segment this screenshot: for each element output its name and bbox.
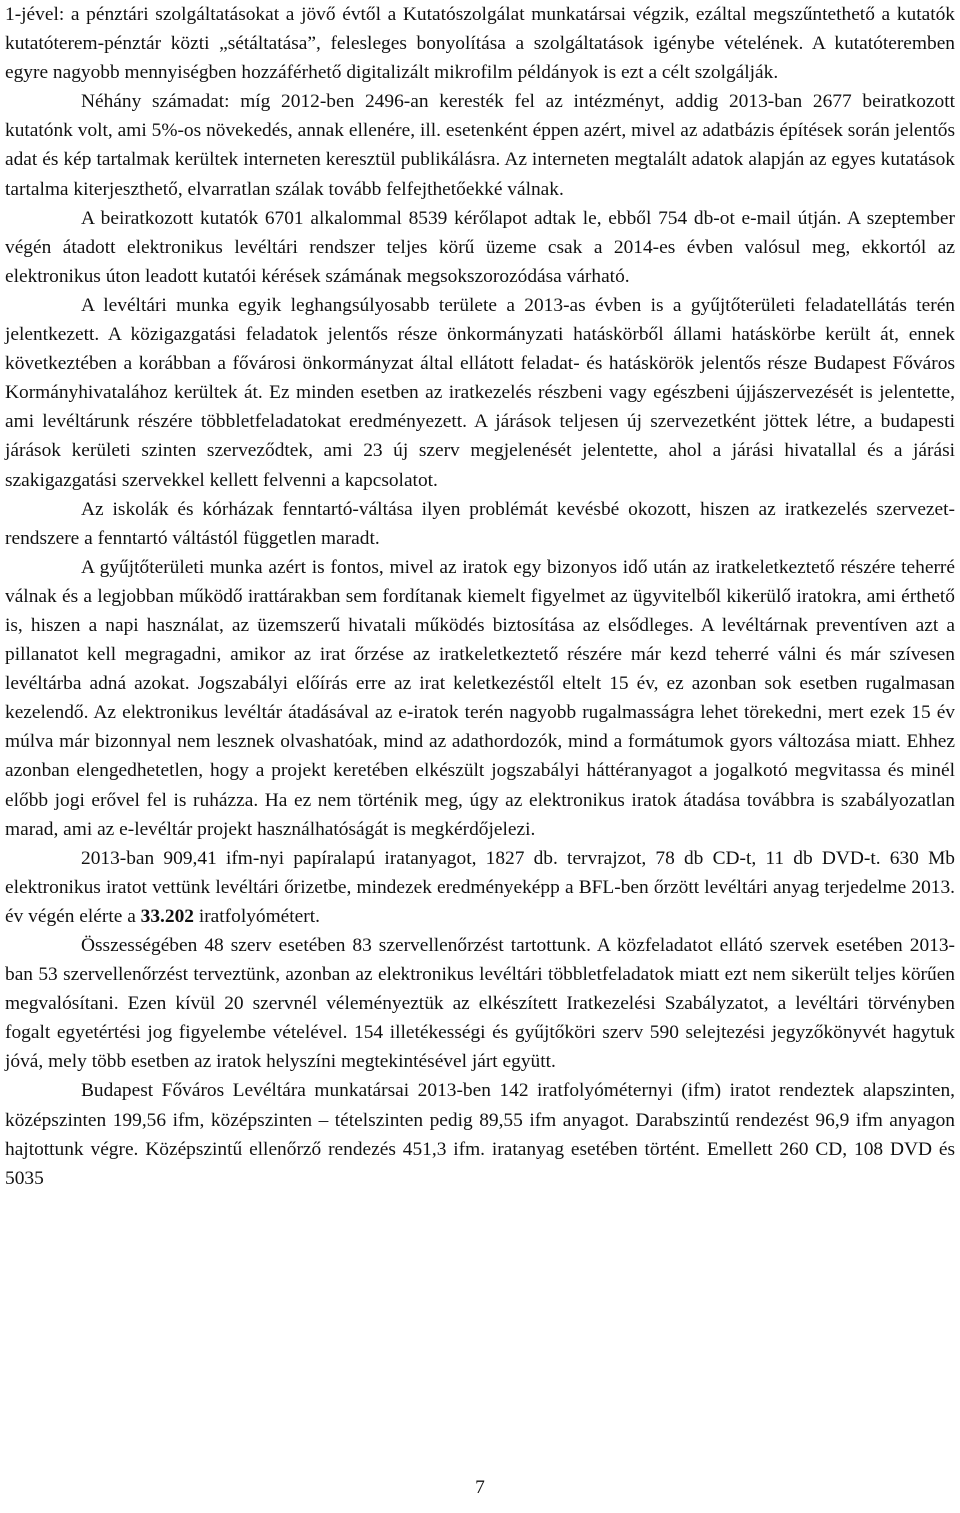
- holdings-total: 33.202: [140, 905, 194, 927]
- holdings-text-before: 2013-ban 909,41 ifm-nyi papíralapú iratanyagot, 1827 db. tervrajzot, 78 db CD-t, 11 db DVD-t. 630 Mb elektronikus iratot vettünk levéltári őrizetbe, mindezek eredményeképp a BFL-ben őrzött levéltári anyag terjedelme 2013. év végén elérte a: [5, 847, 955, 927]
- document-body: [5, 0, 955, 1193]
- paragraph-schools-hospitals: Az iskolák és kórházak fenntartó-váltása ilyen problémát kevésbé okozott, hiszen az iratkezelés szervezet-rendszere a fenntartó váltástól független maradt.: [5, 498, 955, 549]
- paragraph-collection-area: A levéltári munka egyik leghangsúlyosabb területe a 2013-as évben is a gyűjtőterületi feladatellátás terén jelentkezett. A közigazgatási feladatok jelentős része önkormányzati hatáskörből állami hatáskörbe került át, ennek következtében a korábban a fővárosi önkormányzat által ellátott feladat- és hatáskörök jelentős része Budapest Főváros Kormányhivatalához kerültek át. Ez minden esetben az iratkezelés részbeni vagy egészbeni újjászervezését is jelentette, ami levéltárunk részére többletfeladatokat eredményezett. A járások teljesen új szervezetként jöttek létre, a budapesti járások kerületi szinten szerveződtek, ami 23 új szerv megjelenését jelentette, ahol a járási hivatallal és a járási szakigazgatási szervekkel kellett felvenni a kapcsolatot.: [5, 294, 955, 491]
- paragraph-request-forms: A beiratkozott kutatók 6701 alkalommal 8539 kérőlapot adtak le, ebből 754 db-ot e-mail útján. A szeptember végén átadott elektronikus levéltári rendszer teljes körű üzeme csak a 2014-es évben valósul meg, ekkortól az elektronikus úton leadott kutatói kérések számának megsokszorozódása várható.: [5, 207, 955, 287]
- paragraph-holdings: [5, 844, 955, 931]
- paragraph-researcher-statistics: Néhány számadat: míg 2012-ben 2496-an keresték fel az intézményt, addig 2013-ban 2677 beiratkozott kutatónk volt, ami 5%-os növekedés, annak ellenére, ill. esetenként éppen azért, mivel az adatbázis építések során jelentős adat és kép tartalmak kerültek interneten keresztül publikálásra. Az interneten megtalált adatok alapján az egyes kutatások tartalma kiterjeszthető, elvarratlan szálak tovább felfejthetőekké válnak.: [5, 91, 955, 200]
- page-number: 7: [475, 1477, 485, 1498]
- paragraph-arrangement: Budapest Főváros Levéltára munkatársai 2013-ben 142 iratfolyóméternyi (ifm) iratot rendeztek alapszinten, középszinten 199,56 ifm, középszinten – tételszinten pedig 89,55 ifm anyagot. Darabszintű rendezést 96,9 ifm anyagon hajtottunk végre. Középszintű ellenőrző rendezés 451,3 ifm. iratanyag esetében történt. Emellett 260 CD, 108 DVD és 5035: [5, 1080, 955, 1189]
- holdings-text-after: iratfolyómétert.: [193, 905, 320, 927]
- paragraph-research-services: 1-jével: a pénztári szolgáltatásokat a jövő évtől a Kutatószolgálat munkatársai végzik, ezáltal megszűntethető a kutatók kutatóterem-pénztár közti „sétáltatása”, felesleges bonyolítása a szolgáltatások igénybe vételének. A kutatóteremben egyre nagyobb mennyiségben hozzáférhető digitalizált mikrofilm példányok is ezt a célt szolgálják.: [5, 4, 955, 84]
- paragraph-inspections: Összességében 48 szerv esetében 83 szervellenőrzést tartottunk. A közfeladatot ellátó szervek esetében 2013-ban 53 szervellenőrzést terveztünk, azonban az elektronikus levéltári többletfeladatok miatt ezt nem sikerült teljes körűen megvalósítani. Ezen kívül 20 szervnél véleményeztük az elkészített Iratkezelési Szabályzatot, a levéltári törvényben fogalt egyetértési jog figyelembe vételével. 154 illetékességi és gyűjtőköri szerv 590 selejtezési jegyzőkönyvét hagytuk jóvá, mely több esetben az iratok helyszíni megtekintésével járt együtt.: [5, 935, 955, 1073]
- paragraph-collection-importance: A gyűjtőterületi munka azért is fontos, mivel az iratok egy bizonyos idő után az iratkeletkeztető részére teherré válnak és a legjobban működő irattárakban sem fordítanak kiemelt figyelmet az ügyvitelből kikerülő iratokra, ami érthető is, hiszen a napi használat, az üzemszerű hivatali működés biztosítása az elsődleges. A levéltárnak preventíven azt a pillanatot kell megragadni, amikor az irat őrzése az iratkeletkeztető részére már kezd teherré válni és már szívesen levéltárba adná azokat. Jogszabályi előírás erre az irat keletkezéstől eltelt 15 év, ez azonban sok esetben rugalmasan kezelendő. Az elektronikus levéltár átadásával az e-iratok terén nagyobb rugalmasságra lehet törekedni, mert ezek 15 év múlva már bizonnyal nem lesznek olvashatóak, mind az adathordozók, mind a formátumok gyors változása miatt. Ehhez azonban elengedhetetlen, hogy a projekt keretében elkészült jogszabályi háttéranyagot a jogalkotó megvitassa és minél előbb jogi erővel fel is ruházza. Ha ez nem történik meg, úgy az elektronikus iratok átadása továbbra is szabályozatlan marad, ami az e-levéltár projekt használhatóságát is megkérdőjelezi.: [5, 556, 955, 840]
